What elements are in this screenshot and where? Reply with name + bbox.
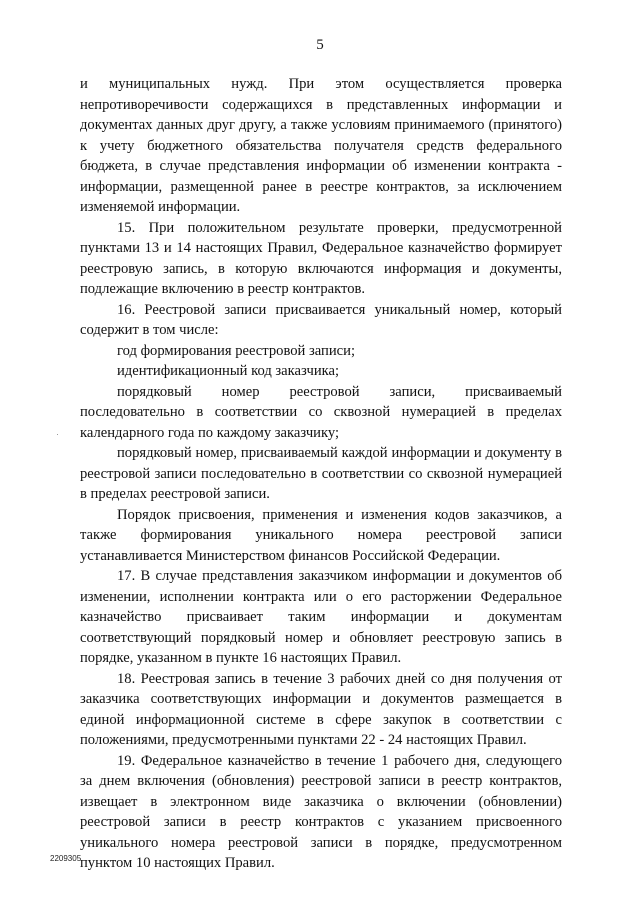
document-body (80, 74, 562, 874)
paragraph-18: 18. Реестровая запись в течение 3 рабочих дней со дня получения от заказчика соответствующих информации и документов размещается в единой информационной системе в сфере закупок в соответствии с положениями, предусмотренными пунктами 22 - 24 настоящих Правил. (80, 670, 562, 748)
paragraph-16-doc-number: порядковый номер, присваиваемый каждой информации и документу в реестровой записи последовательно в соответствии со сквозной нумерацией в пределах реестровой записи. (80, 445, 562, 502)
page-number: 5 (316, 37, 324, 53)
paragraph-19: 19. Федеральное казначейство в течение 1 рабочего дня, следующего за днем включения (обновления) реестровой записи в реестр контрактов, извещает в электронном виде заказчика о включении (обновлении) реестровой записи в реестр контрактов с указанием присвоенного уникального номера реестровой записи в порядке, предусмотренном пунктом 10 настоящих Правил. (80, 752, 562, 871)
paragraph-16-year: год формирования реестровой записи; (117, 342, 355, 359)
paragraph-16-order: Порядок присвоения, применения и изменения кодов заказчиков, а также формирования уникального номера реестровой записи устанавливается Министерством финансов Российской Федерации. (80, 506, 562, 564)
paragraph-continuation: и муниципальных нужд. При этом осуществляется проверка непротиворечивости содержащихся в представленных информации и документах данных друг другу, а также условиям принимаемого (принятого) к учету бюджетного обязательства получателя средств федерального бюджета, в случае представления информации об изменении контракта - информации, размещенной ранее в реестре контрактов, за исключением изменяемой информации. (80, 76, 562, 215)
scan-margin-mark (57, 434, 58, 435)
paragraph-16: 16. Реестровой записи присваивается уникальный номер, который содержит в том числе: (80, 301, 562, 338)
document-code: 2209305 (50, 854, 82, 863)
paragraph-17: 17. В случае представления заказчиком информации и документов об изменении, исполнении контракта или о его расторжении Федеральное казначейство присваивает таким информации и документам соответствующий порядковый номер и обновляет реестровую запись в порядке, указанном в пункте 16 настоящих Правил. (80, 568, 562, 666)
paragraph-16-seq-number: порядковый номер реестровой записи, присваиваемый последовательно в соответствии со сквозной нумерацией в пределах календарного года по каждому заказчику; (80, 383, 562, 441)
paragraph-16-customer-code: идентификационный код заказчика; (117, 363, 340, 379)
paragraph-15: 15. При положительном результате проверки, предусмотренной пунктами 13 и 14 настоящих Правил, Федеральное казначейство формирует реестровую запись, в которую включаются информация и документы, подлежащие включению в реестр контрактов. (80, 219, 562, 297)
